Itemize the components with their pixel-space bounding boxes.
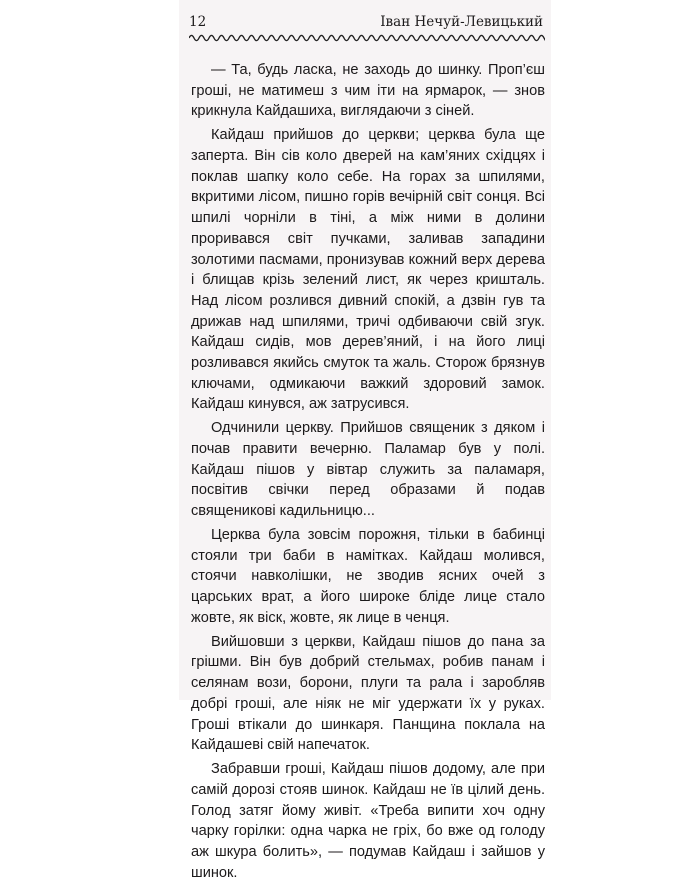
wavy-divider-ornament <box>189 34 545 42</box>
paragraph-1: — Та, будь ласка, не заходь до шинку. Проп’єш гроші, не матимеш з чим іти на ярмарок, — знов крикнула Кайдашиха, виглядаючи з сіней. <box>191 62 545 120</box>
paragraph-2: Кайдаш прийшов до церкви; церква була ще заперта. Він сів коло дверей на кам’яних східцях і поклав шапку коло себе. На горах за шпилями, вкритими лісом, пишно горів вечірній світ сонця. Всі шпилі чорніли в тіні, а між ними в долини проривався світ пучками, заливав западини золотими пасмами, пронизував кожний верх дерева і блищав крізь зелений лист, як через кришталь. Над лісом розлився дивний спокій, а дзвін гув та дрижав над шпилями, тричі одбиваючи свій згук. Кайдаш сидів, мов дерев’яний, і на його лиці розливався якийсь смуток та жаль. Сторож брязнув ключами, одмикаючи важкий здоровий замок. Кайдаш кинувся, аж затрусився. <box>191 127 545 413</box>
page-header <box>189 14 543 30</box>
paragraph-4: Церква була зовсім порожня, тільки в бабинці стояли три баби в намітках. Кайдаш молився, стоячи навколішки, не зводив ясних очей з царських врат, а його широке бліде лице стало жовте, як віск, жовте, як лице в ченця. <box>191 527 545 626</box>
paragraph-6: Забравши гроші, Кайдаш пішов додому, але при самій дорозі стояв шинок. Кайдаш не їв цілий день. Голод затяг йому живіт. «Треба випити хоч одну чарку горілки: одна чарка не гріх, бо вже од голоду аж шкура болить», — подумав Кайдаш і зайшов у шинок. <box>191 761 545 881</box>
paragraph-5: Вийшовши з церкви, Кайдаш пішов до пана за грішми. Він був добрий стельмах, робив панам і селянам вози, борони, плуги та рала і заробляв добрі гроші, але ніяк не міг удержати їх у руках. Гроші втікали до шинкаря. Панщина поклала на Кайдашеві свій напечаток. <box>191 633 545 754</box>
book-page <box>179 0 551 881</box>
page-number: 12 <box>189 14 207 30</box>
body-text <box>191 60 545 887</box>
paragraph-3: Одчинили церкву. Прийшов священик з дяком і почав правити вечерню. Паламар був у полі. Кайдаш пішов у вівтар служить за паламаря, посвітив свічки перед образами й подав священикові кадильницю... <box>191 420 545 520</box>
running-head: Іван Нечуй-Левицький <box>380 14 543 30</box>
